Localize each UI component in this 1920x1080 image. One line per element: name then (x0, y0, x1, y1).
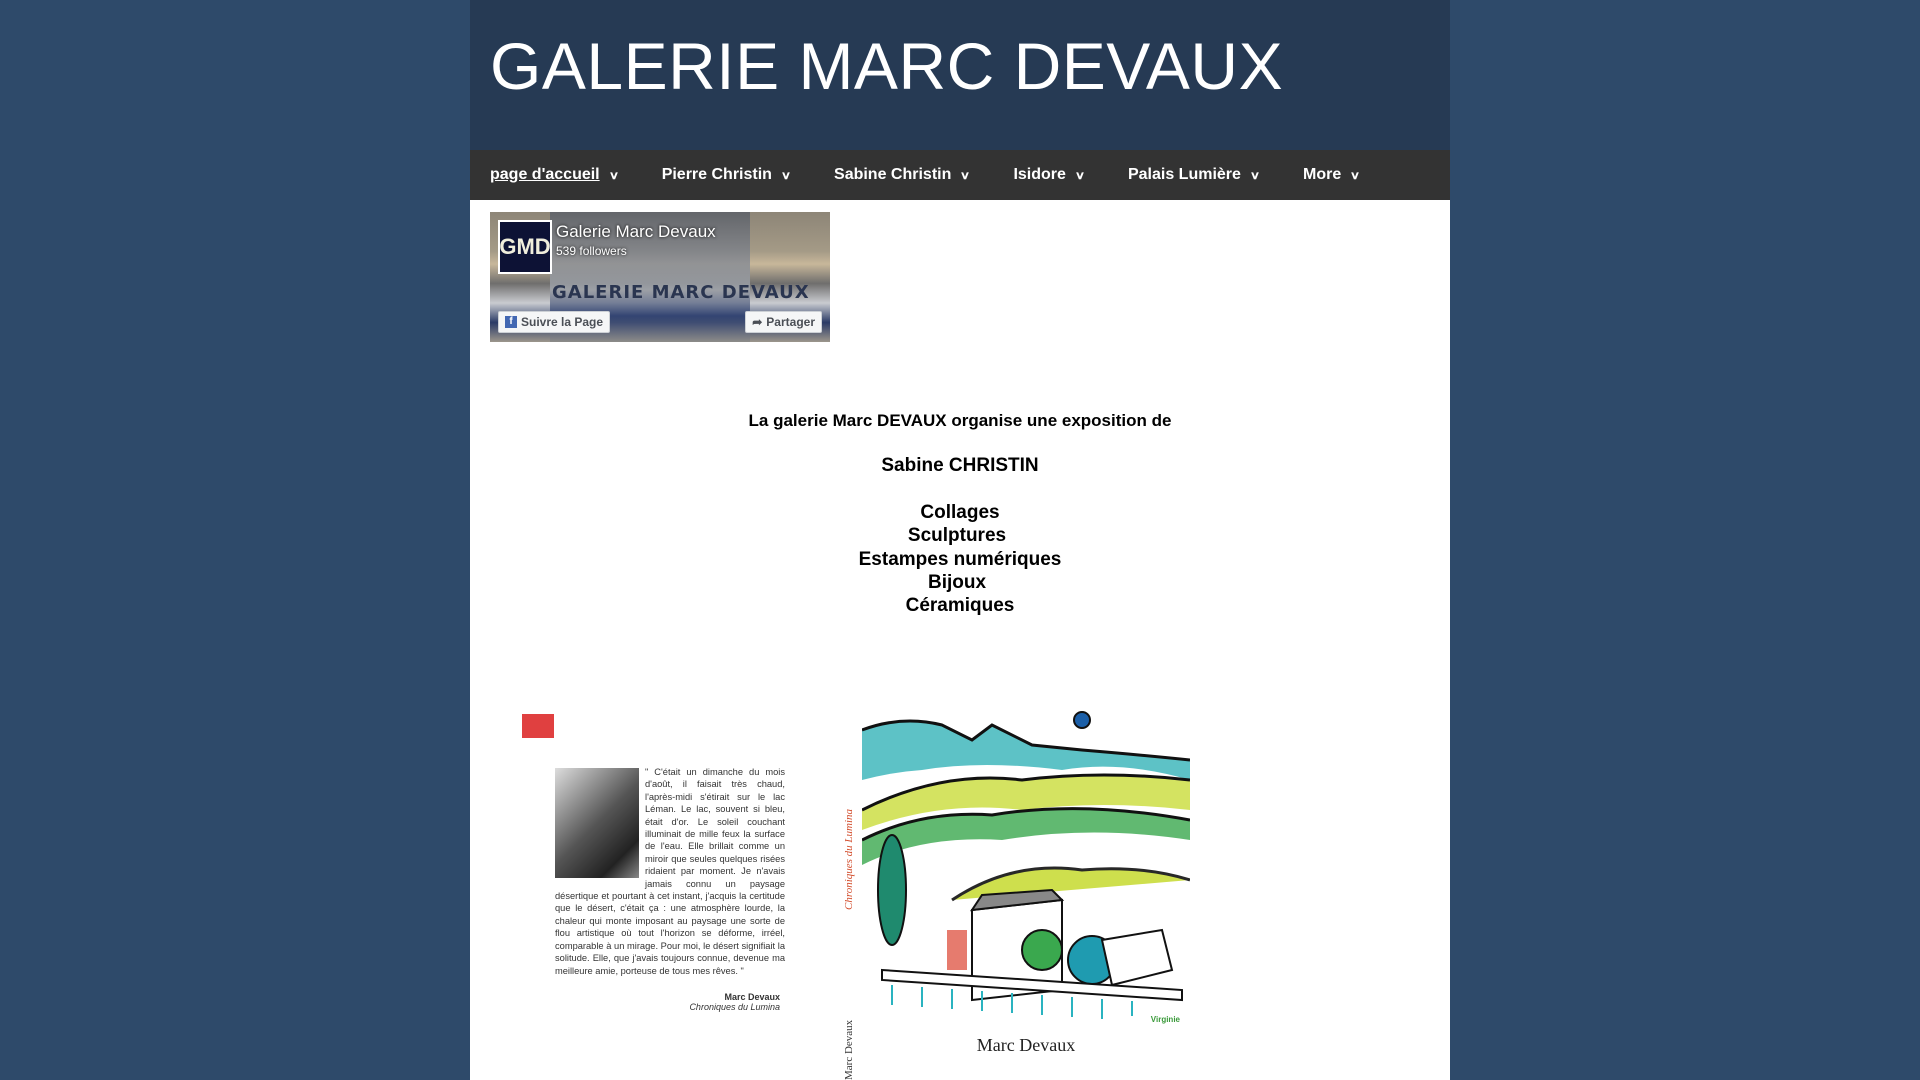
work-item: Céramiques (905, 595, 1015, 616)
spine-author: Marc Devaux (843, 1019, 855, 1080)
illustrator-signature: Virginie (1150, 1015, 1180, 1024)
intro-text: La galerie Marc DEVAUX organise une exposition de (748, 411, 1172, 430)
cover-author: Marc Devaux (976, 1035, 1076, 1055)
chevron-down-icon[interactable]: ∨ (780, 169, 792, 182)
work-item: Sculptures (907, 525, 1007, 546)
work-item: Estampes numériques (858, 549, 1062, 570)
chevron-down-icon[interactable]: ∨ (1350, 169, 1361, 182)
page-logo[interactable]: GMD (498, 220, 552, 274)
follow-page-button[interactable] (498, 311, 610, 333)
page-container (470, 0, 1450, 1080)
work-item: Bijoux (927, 572, 987, 593)
main-nav (470, 150, 1450, 200)
nav-item-pierre-christin[interactable] (662, 166, 790, 184)
site-title[interactable]: GALERIE MARC DEVAUX (490, 29, 1284, 103)
nav-item-palais-lumiere[interactable] (1128, 166, 1259, 184)
signature-name: Marc Devaux (724, 992, 780, 1002)
facebook-page-widget[interactable] (490, 212, 830, 342)
nav-label: Sabine Christin (834, 166, 952, 183)
chevron-down-icon[interactable]: ∨ (960, 169, 971, 182)
signature (689, 992, 780, 1012)
share-label: Partager (766, 315, 815, 329)
nav-label: page d'accueil (490, 166, 600, 183)
nav-label: Isidore (1013, 166, 1066, 183)
followers-count: 539 followers (556, 244, 627, 258)
spine-title: Chroniques du Lumina (843, 808, 855, 910)
book-cover-image (500, 700, 1360, 1080)
window-lettering: GALERIE MARC DEVAUX (552, 282, 810, 303)
nav-item-home[interactable] (490, 166, 618, 184)
nav-label: More (1302, 166, 1342, 183)
follow-label: Suivre la Page (521, 315, 604, 329)
facebook-icon: f (505, 316, 517, 328)
book-quote (555, 766, 785, 977)
chevron-down-icon[interactable]: ∨ (1249, 169, 1261, 182)
publisher-logo (522, 714, 554, 738)
artist-name: Sabine CHRISTIN (881, 455, 1039, 476)
chevron-down-icon[interactable]: ∨ (608, 169, 619, 182)
quote-text: " C'était un dimanche du mois d'août, il faisait très chaud, l'après-midi s'étirait sur le lac Léman. Le lac, souvent si bleu, était d'or. Le soleil couchant illuminait de mille feux la surface de l'eau. Elle brillait comme un miroir que seules quelques risées ridaient par moment. Je n'avais jamais connu un paysage désertique et pourtant à cet instant, j'acquis la certitude que le désert, c'était ça : une atmosphère lourde, la chaleur qui monte imposant au paysage une sorte de flou artistique où tout l'horizon se déforme, irréel, comparable à un mirage. Pour moi, le désert signifiait la solitude. Elle, que j'avais toujours connue, devenue ma meilleure amie, porteuse de tous mes rêves. " (555, 767, 785, 976)
nav-item-sabine-christin[interactable] (834, 166, 969, 184)
page-name-link[interactable]: Galerie Marc Devaux (556, 222, 716, 241)
landscape-illustration (862, 700, 1190, 1030)
share-icon: ➦ (752, 315, 763, 329)
work-item: Collages (920, 502, 1000, 523)
nav-item-isidore[interactable] (1013, 166, 1084, 184)
nav-label: Palais Lumière (1127, 166, 1241, 183)
back-cover (510, 700, 800, 1080)
signature-book: Chroniques du Lumina (689, 1002, 780, 1012)
nav-label: Pierre Christin (661, 166, 772, 183)
nav-item-more[interactable] (1303, 166, 1359, 184)
chevron-down-icon[interactable]: ∨ (1074, 169, 1086, 182)
share-button[interactable] (745, 311, 822, 333)
site-header (470, 0, 1450, 150)
cover-illustration (862, 700, 1190, 1030)
